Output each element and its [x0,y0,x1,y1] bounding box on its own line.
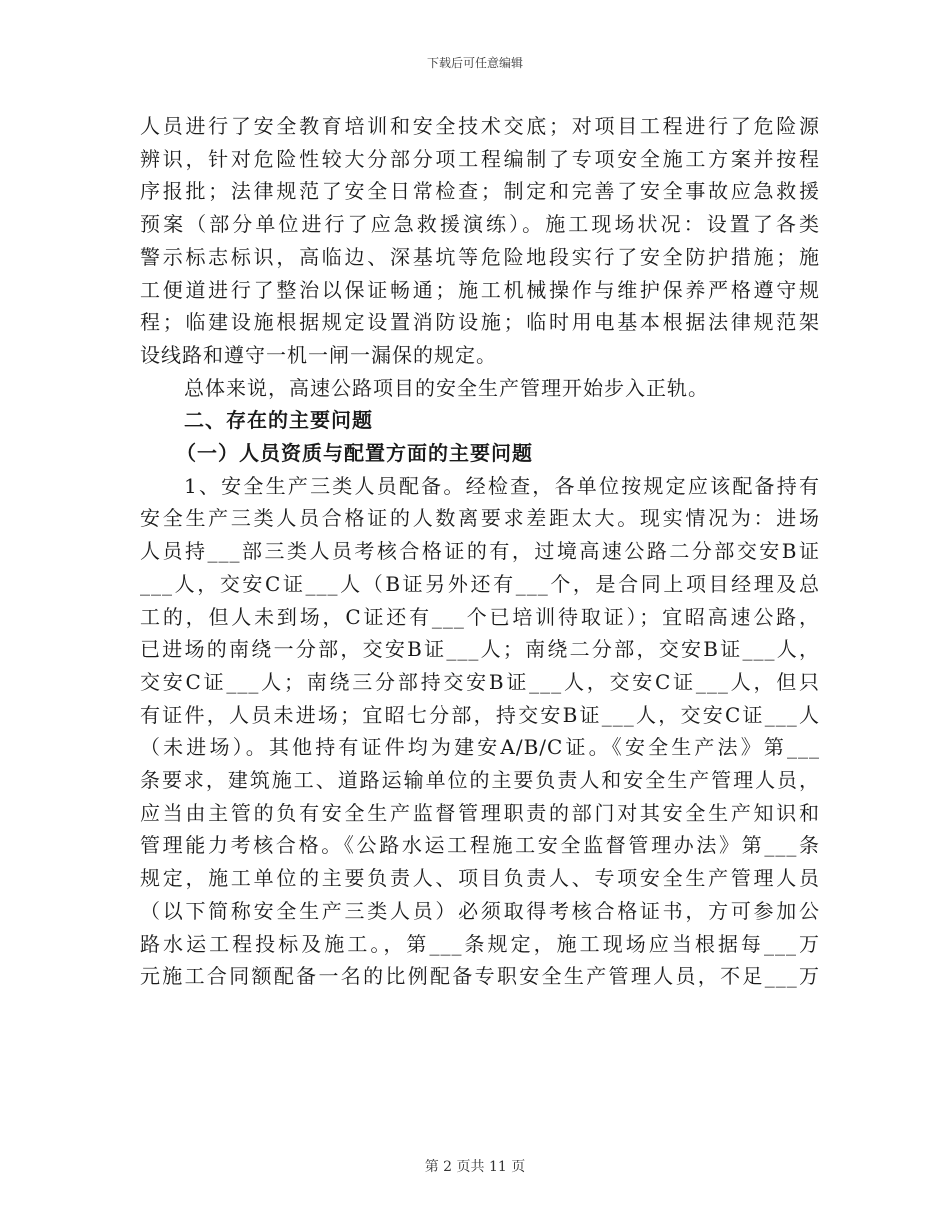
text-line: 人员持___部三类人员考核合格证的有，过境高速公路二分部交安B证 [140,539,820,564]
text-line: 工的，但人未到场，C证还有___个已培训待取证）；宜昭高速公路， [140,604,820,629]
text-line: （未进场）。其他持有证件均为建安A/B/C证。《安全生产法》第___ [140,735,820,760]
text-line: 序报批；法律规范了安全日常检查；制定和完善了安全事故应急救援 [140,179,820,204]
paragraph-safety-measures [140,110,820,372]
text-line: 辨识，针对危险性较大分部分项工程编制了专项安全施工方案并按程 [140,146,820,171]
text-line: 规定，施工单位的主要负责人、项目负责人、专项安全生产管理人员 [140,866,820,891]
text-line: 管理能力考核合格。《公路水运工程施工安全监督管理办法》第___条 [140,833,820,858]
text-line: 工便道进行了整治以保证畅通；施工机械操作与维护保养严格遵守规 [140,277,820,302]
subsection-heading: （一）人员资质与配置方面的主要问题 [176,441,533,466]
text-line: 设线路和遵守一机一闸一漏保的规定。 [140,342,497,367]
text-line: 1、安全生产三类人员配备。经检查，各单位按规定应该配备持有 [184,473,820,498]
text-line: ___人，交安C证___人（B证另外还有___个，是合同上项目经理及总 [140,571,820,596]
page-footer: 第 2 页共 11 页 [424,1159,526,1175]
section-heading: 二、存在的主要问题 [184,408,373,433]
page-header: 下载后可任意编辑 [426,56,523,70]
paragraph-summary: 总体来说，高速公路项目的安全生产管理开始步入正轨。 [184,375,709,400]
text-line: 警示标志标识，高临边、深基坑等危险地段实行了安全防护措施；施 [140,244,820,269]
text-line: 应当由主管的负有安全生产监督管理职责的部门对其安全生产知识和 [140,800,820,825]
text-line: 交安C证___人；南绕三分部持交安B证___人，交安C证___人，但只 [140,669,820,694]
text-line: 条要求，建筑施工、道路运输单位的主要负责人和安全生产管理人员， [140,768,820,793]
text-line: 元施工合同额配备一名的比例配备专职安全生产管理人员，不足___万 [140,964,820,989]
text-line: 已进场的南绕一分部，交安B证___人；南绕二分部，交安B证___人， [140,637,820,662]
text-line: 人员进行了安全教育培训和安全技术交底；对项目工程进行了危险源 [140,114,820,138]
text-line: 安全生产三类人员合格证的人数离要求差距太大。现实情况为：进场 [140,506,820,531]
document-body [140,110,820,993]
text-line: 程；临建设施根据规定设置消防设施；临时用电基本根据法律规范架 [140,310,820,335]
text-line: （以下简称安全生产三类人员）必须取得考核合格证书，方可参加公 [140,898,820,923]
text-line: 预案（部分单位进行了应急救援演练）。施工现场状况：设置了各类 [140,212,820,237]
text-line: 路水运工程投标及施工。，第___条规定，施工现场应当根据每___万 [140,931,820,956]
text-line: 有证件，人员未进场；宜昭七分部，持交安B证___人，交安C证___人 [140,702,820,727]
paragraph-personnel [140,470,820,993]
